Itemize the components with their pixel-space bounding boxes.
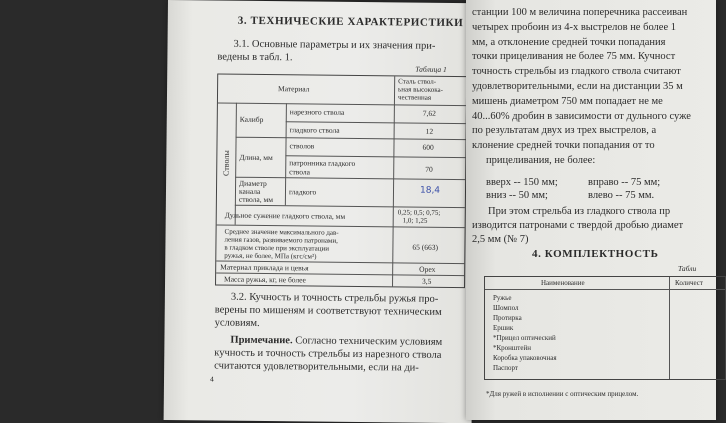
- pressure-line-1: Среднее значение максимального дав-: [224, 227, 339, 237]
- item-name: Шомпол: [493, 304, 519, 312]
- chamber-line-2: ствола: [289, 167, 311, 177]
- item-qty: 1: [717, 304, 721, 312]
- left-label: влево -- 75 мм.: [588, 190, 655, 201]
- footnote: *Для ружей в исполнении с оптическим прицелом.: [486, 390, 639, 398]
- note-line-2: кучность и точность стрельбы из нарезного ствола: [214, 347, 442, 361]
- right-after-line: 2,5 мм (№ 7): [472, 234, 529, 245]
- right-line: точки прицеливания не более 75 мм. Кучност: [472, 51, 676, 63]
- item-qty: 1: [717, 294, 721, 302]
- group-label-barrels: Стволы: [221, 150, 231, 177]
- bore-value: 18,4: [419, 185, 441, 196]
- item-qty: 1: [717, 334, 721, 342]
- head-value-1: Сталь ствол-: [398, 77, 437, 86]
- intro-line-1: 3.1. Основные параметры и их значения при-: [233, 38, 436, 52]
- item-qty: 1: [717, 344, 721, 352]
- caliber-label: Калибр: [239, 114, 264, 125]
- caliber-rifled-value: 7,62: [422, 108, 437, 118]
- right-after-line: изводится патронами с твердой дробью диамет: [472, 220, 684, 231]
- caliber-smooth-value: 12: [425, 126, 434, 136]
- right-line: удовлетворительными, если на дистанции 35 м: [472, 81, 683, 92]
- right-line: станции 100 м величина поперечника рассеиван: [472, 7, 688, 18]
- mass-value: 3,5: [422, 276, 432, 286]
- page-number: 4: [209, 374, 214, 384]
- head-value-3: чественная: [397, 93, 432, 102]
- p32-line-1: 3.2. Кучность и точность стрельбы ружья про-: [230, 291, 439, 305]
- stock-value: Орех: [419, 264, 436, 274]
- choke-value-1: 0,25; 0,5; 0,75;: [397, 208, 441, 217]
- intro-line-2: ведены в табл. 1.: [217, 51, 293, 64]
- head-qty: Количест: [675, 279, 703, 287]
- right-line: точность стрельбы из гладкого ствола считают: [472, 66, 681, 78]
- completeness-caption: Табли: [678, 264, 697, 273]
- item-name: Ружье: [493, 294, 512, 302]
- item-name: *Кронштейн: [493, 344, 531, 352]
- down-label: вниз -- 50 мм;: [486, 190, 548, 201]
- left-page: [164, 0, 476, 423]
- item-name: *Прицел оптический: [493, 334, 556, 342]
- length-barrels-value: 600: [422, 142, 434, 152]
- note-text-1: Согласно техническим условиям: [292, 335, 443, 348]
- p32-line-3: условиям.: [214, 317, 260, 329]
- barrels-label: стволов: [289, 141, 315, 151]
- item-qty: 1: [717, 354, 721, 362]
- pressure-value: 65 (663): [412, 242, 439, 252]
- rifled-barrel-label: нарезного ствола: [289, 107, 345, 117]
- stock-label: Материал приклада и цевья: [220, 262, 309, 273]
- right-line: прицеливания, не более:: [486, 155, 596, 166]
- right-label: вправо -- 75 мм;: [588, 177, 661, 188]
- item-name: Ершик: [493, 324, 514, 332]
- mass-label: Масса ружья, кг, не более: [224, 274, 306, 285]
- pressure-line-3: в гладком стволе при эксплуатации: [224, 243, 330, 253]
- pressure-line-2: ления газов, развиваемого патронами,: [224, 235, 338, 245]
- bore-line-1: Диаметр: [239, 178, 267, 189]
- right-line: по результатам двух из трех выстрелов, а: [472, 125, 657, 137]
- bore-smooth-label: гладкого: [288, 187, 317, 197]
- spec-table: [215, 74, 467, 289]
- item-name: Коробка упаковочная: [493, 354, 557, 362]
- table-caption: Таблица 1: [415, 64, 447, 74]
- item-name: Протирка: [493, 314, 522, 322]
- head-value-2: ьная высокока-: [398, 85, 444, 94]
- section-title-completeness: 4. КОМПЛЕКТНОСТЬ: [532, 248, 659, 260]
- length-chamber-value: 70: [425, 164, 433, 174]
- note-label: Примечание.: [230, 334, 293, 347]
- right-page: [466, 0, 721, 420]
- smooth-barrel-label: гладкого ствола: [289, 125, 340, 135]
- section-title-technical: 3. ТЕХНИЧЕСКИЕ ХАРАКТЕРИСТИКИ: [237, 14, 464, 30]
- choke-value-2: 1,0; 1,25: [402, 216, 428, 225]
- item-qty: 1: [717, 314, 721, 322]
- bore-line-3: ствола, мм: [238, 194, 274, 205]
- right-line: мишень диаметром 750 мм попадает не ме: [472, 95, 663, 107]
- item-qty: 1: [717, 364, 721, 372]
- right-line: мм, а отклонение средней точки попадания: [472, 36, 666, 48]
- right-after-line: При этом стрельба из гладкого ствола пр: [488, 206, 671, 217]
- bore-line-2: канала: [238, 186, 261, 196]
- note-line-3: считаются удовлетворительными, если на ди-: [214, 360, 419, 374]
- head-name: Наименование: [541, 279, 585, 287]
- head-material: Материал: [278, 84, 310, 94]
- pressure-line-4: ружья, не более, МПа (кгс/см²): [224, 251, 317, 261]
- choke-label: Дульное сужение гладкого ствола, мм: [224, 210, 346, 221]
- right-line: 40...60% дробин в зависимости от дульного суже: [472, 110, 691, 122]
- right-line: клонение средней точки попадания от то: [472, 140, 655, 152]
- length-label: Длина, мм: [239, 152, 273, 163]
- p32-line-2: верены по мишеням и соответствуют техническим: [214, 304, 442, 318]
- item-qty: 1: [717, 324, 721, 332]
- up-label: вверх -- 150 мм;: [486, 177, 558, 188]
- completeness-table: [484, 276, 726, 380]
- right-line: четырех пробоин из 4-х выстрелов не более 1: [472, 21, 676, 33]
- item-name: Паспорт: [493, 364, 518, 372]
- chamber-line-1: патронника гладкого: [289, 158, 356, 168]
